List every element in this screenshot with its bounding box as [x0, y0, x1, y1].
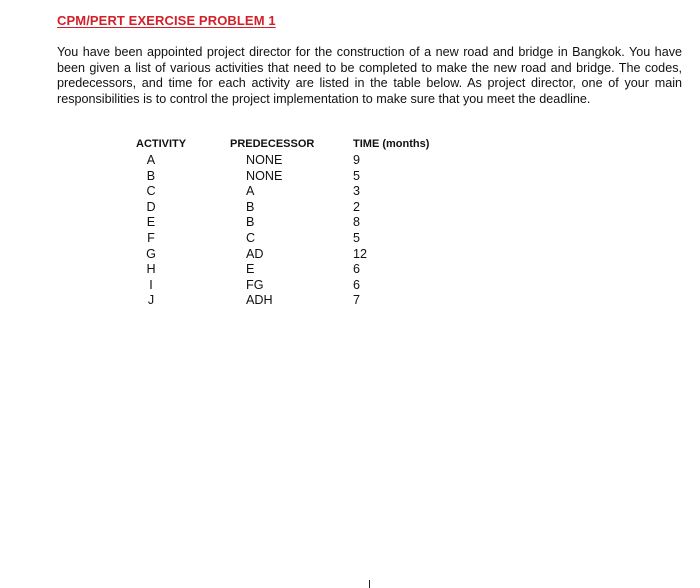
table-row: [133, 262, 453, 278]
activity-table: [133, 138, 453, 309]
cell-predecessor: AD: [246, 246, 264, 261]
table-row: [133, 153, 453, 169]
cell-activity: B: [146, 168, 156, 183]
cell-time: 3: [353, 184, 361, 199]
header-predecessor: PREDECESSOR: [230, 138, 315, 150]
cell-predecessor: NONE: [246, 168, 283, 183]
table-header: [133, 138, 453, 153]
cell-predecessor: A: [246, 184, 255, 199]
cell-time: 7: [353, 293, 361, 308]
cell-predecessor: C: [246, 230, 256, 245]
cell-activity: G: [146, 246, 156, 261]
cell-activity: J: [147, 293, 155, 308]
table-row: [133, 215, 453, 231]
cell-time: 5: [353, 230, 361, 245]
cell-predecessor: E: [246, 262, 255, 277]
table-row: [133, 293, 453, 309]
cell-activity: D: [146, 199, 156, 214]
cell-time: 6: [353, 277, 361, 292]
table-row: [133, 278, 453, 294]
cell-predecessor: B: [246, 215, 255, 230]
table-row: [133, 169, 453, 185]
cell-activity: H: [146, 262, 156, 277]
cell-activity: I: [149, 277, 153, 292]
header-activity: ACTIVITY: [136, 138, 187, 150]
cell-predecessor: FG: [246, 277, 264, 292]
cell-activity: E: [146, 215, 156, 230]
cell-predecessor: NONE: [246, 153, 283, 167]
cell-predecessor: ADH: [246, 293, 273, 308]
cell-activity: A: [146, 153, 156, 167]
table-row: [133, 231, 453, 247]
intro-paragraph: You have been appointed project director for the construction of a new road and bridge in Bangkok. You have been given a list of various activities that need to be completed to make the new road and bridge. The codes, predecessors, and time for each activity are listed in the table below. As project director, one of your main responsibilities is to control the project implementation to make sure that you meet the deadline.: [57, 45, 682, 106]
page-title: CPM/PERT EXERCISE PROBLEM 1: [57, 13, 276, 28]
header-time: TIME (months): [353, 138, 430, 150]
cell-time: 6: [353, 262, 361, 277]
cell-time: 9: [353, 153, 361, 167]
table-row: [133, 247, 453, 263]
table-row: [133, 184, 453, 200]
cell-time: 5: [353, 168, 361, 183]
cell-time: 12: [353, 246, 368, 261]
cell-activity: F: [147, 230, 155, 245]
cell-predecessor: B: [246, 199, 255, 214]
cell-time: 2: [353, 199, 361, 214]
page-edge-mark: [369, 580, 370, 588]
cell-time: 8: [353, 215, 361, 230]
cell-activity: C: [146, 184, 156, 199]
table-row: [133, 200, 453, 216]
